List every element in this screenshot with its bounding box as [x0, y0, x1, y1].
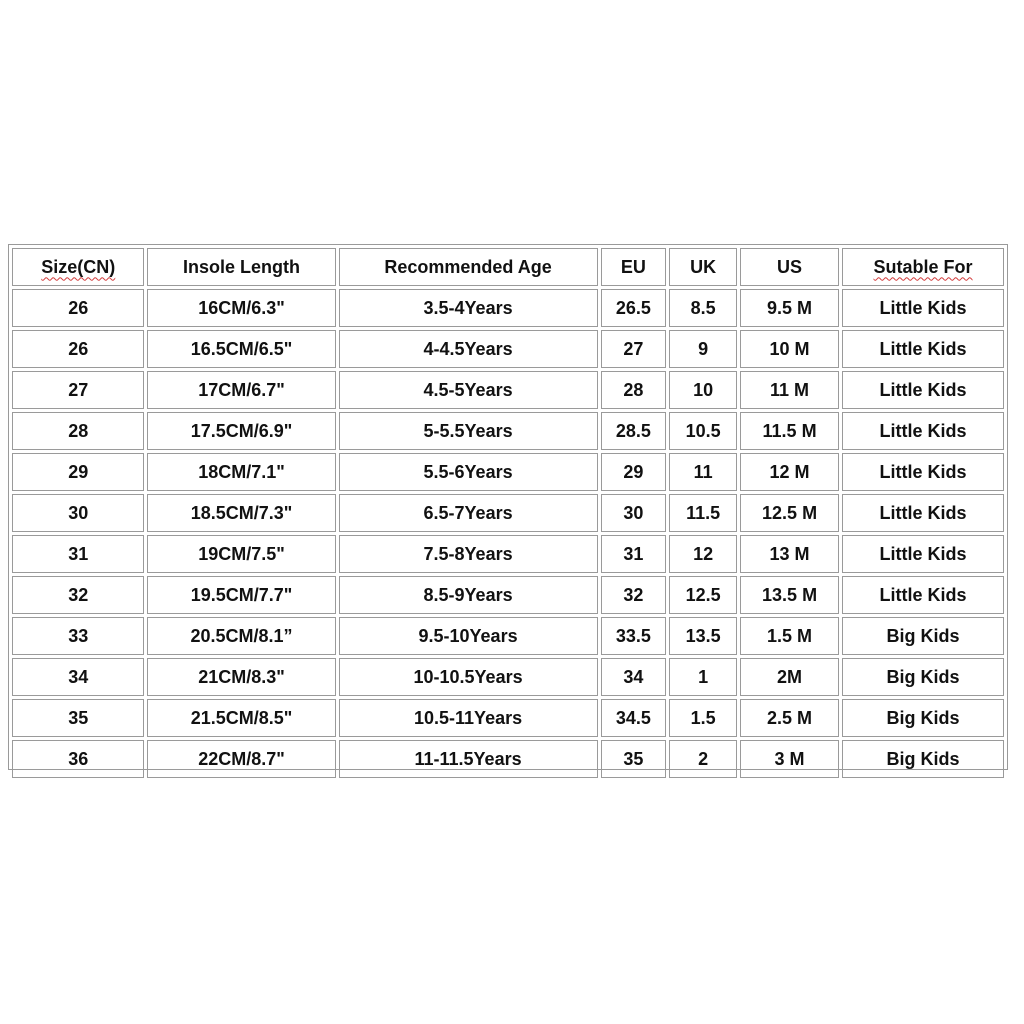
- us-cell: 10 M: [740, 330, 839, 368]
- insole-length-cell: 21CM/8.3": [147, 658, 335, 696]
- insole-length-cell: 17.5CM/6.9": [147, 412, 335, 450]
- uk-cell: 1.5: [669, 699, 737, 737]
- table-row: [12, 617, 1004, 655]
- size-cn-cell: 28: [12, 412, 144, 450]
- eu-cell: 35: [601, 740, 667, 778]
- table-row: [12, 658, 1004, 696]
- eu-cell: 29: [601, 453, 667, 491]
- table-body: [12, 289, 1004, 778]
- size-cn-cell: 26: [12, 289, 144, 327]
- table-row: [12, 740, 1004, 778]
- size-chart-table: [9, 245, 1007, 781]
- uk-cell: 13.5: [669, 617, 737, 655]
- header-size-cn: [12, 248, 144, 286]
- table-row: [12, 330, 1004, 368]
- suitable-for-cell: Big Kids: [842, 699, 1004, 737]
- suitable-for-cell: Little Kids: [842, 371, 1004, 409]
- header-suitable-for-label: Sutable For: [873, 256, 973, 277]
- recommended-age-cell: 6.5-7Years: [339, 494, 598, 532]
- us-cell: 12 M: [740, 453, 839, 491]
- insole-length-cell: 17CM/6.7": [147, 371, 335, 409]
- size-cn-cell: 35: [12, 699, 144, 737]
- header-insole-length: Insole Length: [147, 248, 335, 286]
- header-uk: UK: [669, 248, 737, 286]
- eu-cell: 27: [601, 330, 667, 368]
- us-cell: 2M: [740, 658, 839, 696]
- us-cell: 9.5 M: [740, 289, 839, 327]
- us-cell: 11 M: [740, 371, 839, 409]
- recommended-age-cell: 10.5-11Years: [339, 699, 598, 737]
- uk-cell: 9: [669, 330, 737, 368]
- table-row: [12, 412, 1004, 450]
- insole-length-cell: 22CM/8.7": [147, 740, 335, 778]
- recommended-age-cell: 9.5-10Years: [339, 617, 598, 655]
- size-cn-cell: 34: [12, 658, 144, 696]
- recommended-age-cell: 10-10.5Years: [339, 658, 598, 696]
- us-cell: 2.5 M: [740, 699, 839, 737]
- recommended-age-cell: 11-11.5Years: [339, 740, 598, 778]
- us-cell: 11.5 M: [740, 412, 839, 450]
- header-us: US: [740, 248, 839, 286]
- size-cn-cell: 33: [12, 617, 144, 655]
- uk-cell: 10: [669, 371, 737, 409]
- table-header-row: [12, 248, 1004, 286]
- uk-cell: 8.5: [669, 289, 737, 327]
- us-cell: 13.5 M: [740, 576, 839, 614]
- recommended-age-cell: 3.5-4Years: [339, 289, 598, 327]
- insole-length-cell: 18CM/7.1": [147, 453, 335, 491]
- uk-cell: 11.5: [669, 494, 737, 532]
- recommended-age-cell: 4.5-5Years: [339, 371, 598, 409]
- insole-length-cell: 19CM/7.5": [147, 535, 335, 573]
- suitable-for-cell: Big Kids: [842, 658, 1004, 696]
- table-row: [12, 371, 1004, 409]
- size-cn-cell: 26: [12, 330, 144, 368]
- us-cell: 1.5 M: [740, 617, 839, 655]
- us-cell: 13 M: [740, 535, 839, 573]
- suitable-for-cell: Little Kids: [842, 289, 1004, 327]
- eu-cell: 28.5: [601, 412, 667, 450]
- suitable-for-cell: Little Kids: [842, 494, 1004, 532]
- suitable-for-cell: Little Kids: [842, 576, 1004, 614]
- size-cn-cell: 32: [12, 576, 144, 614]
- table-row: [12, 576, 1004, 614]
- eu-cell: 32: [601, 576, 667, 614]
- uk-cell: 12: [669, 535, 737, 573]
- eu-cell: 34.5: [601, 699, 667, 737]
- us-cell: 3 M: [740, 740, 839, 778]
- insole-length-cell: 18.5CM/7.3": [147, 494, 335, 532]
- suitable-for-cell: Little Kids: [842, 412, 1004, 450]
- header-recommended-age: Recommended Age: [339, 248, 598, 286]
- size-cn-cell: 30: [12, 494, 144, 532]
- insole-length-cell: 20.5CM/8.1”: [147, 617, 335, 655]
- us-cell: 12.5 M: [740, 494, 839, 532]
- eu-cell: 33.5: [601, 617, 667, 655]
- eu-cell: 31: [601, 535, 667, 573]
- uk-cell: 11: [669, 453, 737, 491]
- header-eu: EU: [601, 248, 667, 286]
- insole-length-cell: 16CM/6.3": [147, 289, 335, 327]
- uk-cell: 10.5: [669, 412, 737, 450]
- table-row: [12, 494, 1004, 532]
- size-cn-cell: 27: [12, 371, 144, 409]
- table-row: [12, 453, 1004, 491]
- eu-cell: 34: [601, 658, 667, 696]
- size-cn-cell: 29: [12, 453, 144, 491]
- eu-cell: 28: [601, 371, 667, 409]
- recommended-age-cell: 5.5-6Years: [339, 453, 598, 491]
- insole-length-cell: 19.5CM/7.7": [147, 576, 335, 614]
- uk-cell: 12.5: [669, 576, 737, 614]
- uk-cell: 2: [669, 740, 737, 778]
- suitable-for-cell: Big Kids: [842, 617, 1004, 655]
- recommended-age-cell: 5-5.5Years: [339, 412, 598, 450]
- table-row: [12, 535, 1004, 573]
- insole-length-cell: 21.5CM/8.5": [147, 699, 335, 737]
- size-cn-cell: 31: [12, 535, 144, 573]
- size-chart-container: [8, 244, 1008, 770]
- suitable-for-cell: Little Kids: [842, 535, 1004, 573]
- eu-cell: 30: [601, 494, 667, 532]
- table-row: [12, 699, 1004, 737]
- header-suitable-for: [842, 248, 1004, 286]
- recommended-age-cell: 8.5-9Years: [339, 576, 598, 614]
- suitable-for-cell: Big Kids: [842, 740, 1004, 778]
- eu-cell: 26.5: [601, 289, 667, 327]
- suitable-for-cell: Little Kids: [842, 453, 1004, 491]
- recommended-age-cell: 4-4.5Years: [339, 330, 598, 368]
- recommended-age-cell: 7.5-8Years: [339, 535, 598, 573]
- size-cn-cell: 36: [12, 740, 144, 778]
- uk-cell: 1: [669, 658, 737, 696]
- suitable-for-cell: Little Kids: [842, 330, 1004, 368]
- insole-length-cell: 16.5CM/6.5": [147, 330, 335, 368]
- header-size-cn-label: Size(CN): [41, 256, 116, 277]
- table-row: [12, 289, 1004, 327]
